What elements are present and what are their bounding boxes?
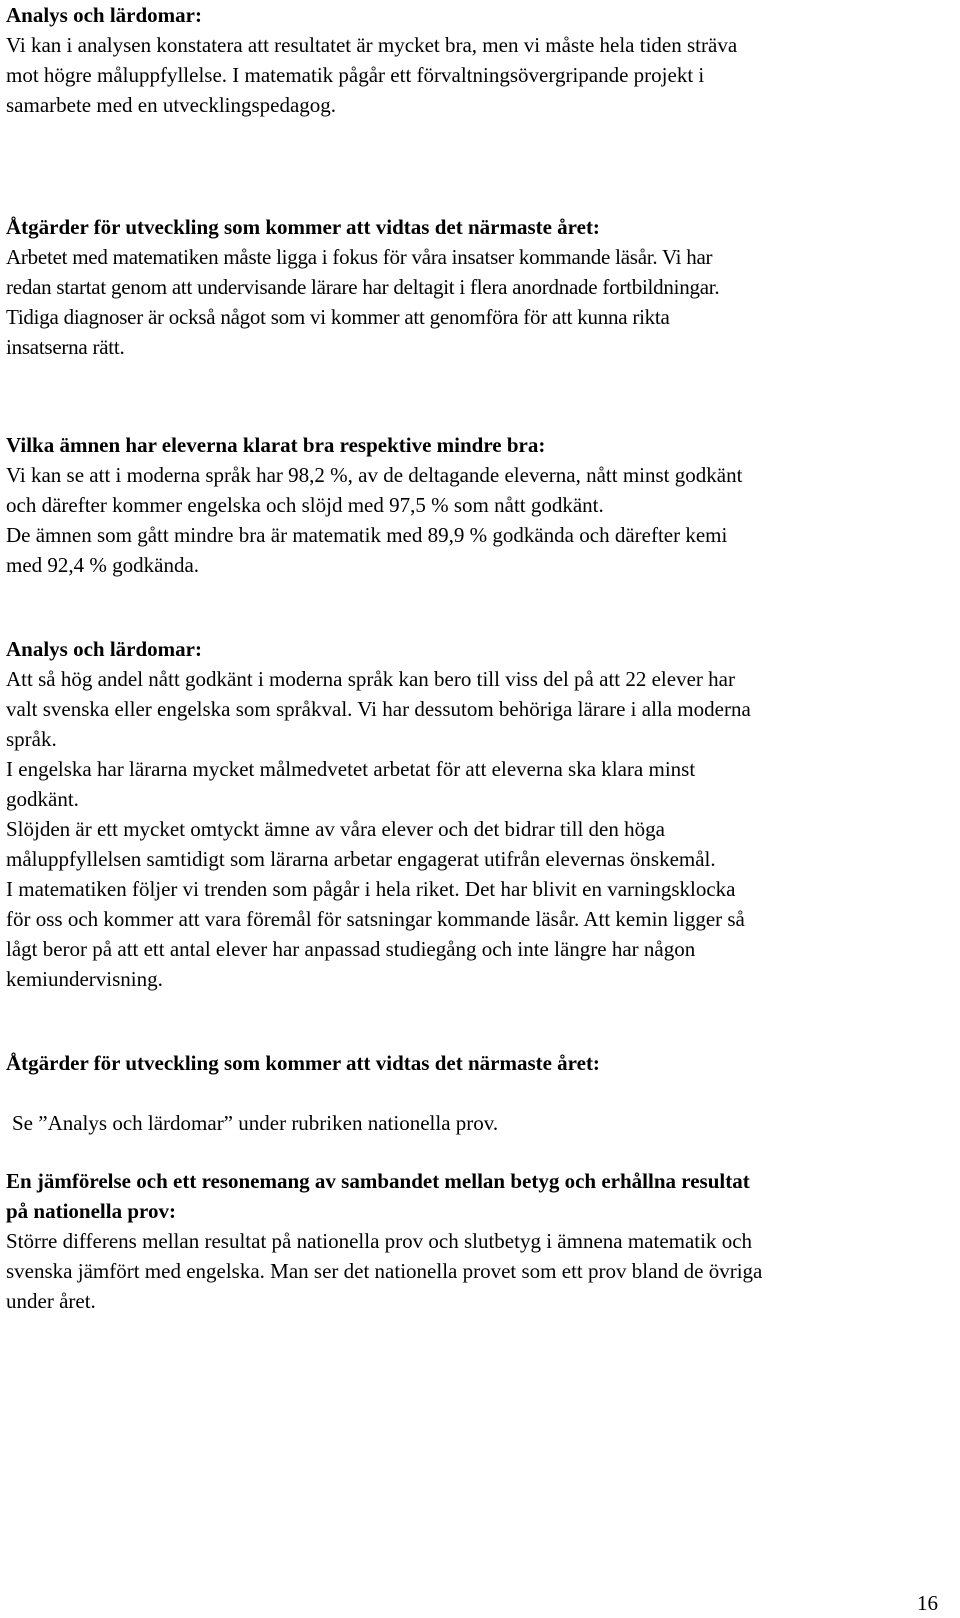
paragraph-line: för oss och kommer att vara föremål för satsningar kommande läsår. Att kemin ligger så bbox=[6, 907, 745, 931]
paragraph-line: samarbete med en utvecklingspedagog. bbox=[6, 93, 337, 117]
paragraph-line: under året. bbox=[6, 1289, 96, 1313]
paragraph-line: De ämnen som gått mindre bra är matematik med 89,9 % godkända och därefter kemi bbox=[6, 523, 728, 547]
paragraph-line: Större differens mellan resultat på nationella prov och slutbetyg i ämnena matematik och bbox=[6, 1229, 753, 1253]
paragraph-line: godkänt. bbox=[6, 787, 79, 811]
section-heading: Åtgärder för utveckling som kommer att vidtas det närmaste året: bbox=[6, 215, 600, 239]
paragraph-line: valt svenska eller engelska som språkval. Vi har dessutom behöriga lärare i alla moderna bbox=[6, 697, 751, 721]
section-amnen-resultat bbox=[6, 430, 742, 580]
section-analys-och-lardomar-2 bbox=[6, 634, 751, 994]
paragraph-line: Vi kan i analysen konstatera att resultatet är mycket bra, men vi måste hela tiden sträva bbox=[6, 33, 738, 57]
page-number: 16 bbox=[917, 1591, 938, 1615]
section-heading: En jämförelse och ett resonemang av sambandet mellan betyg och erhållna resultat bbox=[6, 1169, 750, 1193]
reference-text: Se ”Analys och lärdomar” under rubriken nationella prov. bbox=[12, 1111, 499, 1135]
paragraph-line: måluppfyllelsen samtidigt som lärarna arbetar engagerat utifrån elevernas önskemål. bbox=[6, 847, 716, 871]
paragraph-line: redan startat genom att undervisande lärare har deltagit i flera anordnade fortbildningar. bbox=[6, 275, 720, 299]
section-heading: Analys och lärdomar: bbox=[6, 637, 202, 661]
paragraph-line: Arbetet med matematiken måste ligga i fokus för våra insatser kommande läsår. Vi har bbox=[6, 245, 713, 269]
paragraph-line: språk. bbox=[6, 727, 57, 751]
paragraph-line: insatserna rätt. bbox=[6, 335, 125, 359]
paragraph-line: svenska jämfört med engelska. Man ser det nationella provet som ett prov bland de övriga bbox=[6, 1259, 763, 1283]
paragraph-line: med 92,4 % godkända. bbox=[6, 553, 200, 577]
paragraph-line: I engelska har lärarna mycket målmedvetet arbetat för att eleverna ska klara minst bbox=[6, 757, 696, 781]
paragraph-line: mot högre måluppfyllelse. I matematik pågår ett förvaltningsövergripande projekt i bbox=[6, 63, 705, 87]
section-atgarder-2 bbox=[6, 1048, 600, 1078]
section-heading: Åtgärder för utveckling som kommer att vidtas det närmaste året: bbox=[6, 1051, 600, 1075]
paragraph-line: Tidiga diagnoser är också något som vi kommer att genomföra för att kunna rikta bbox=[6, 305, 670, 329]
paragraph-line: Att så hög andel nått godkänt i moderna språk kan bero till viss del på att 22 elever har bbox=[6, 667, 735, 691]
section-heading-continued: på nationella prov: bbox=[6, 1199, 176, 1223]
paragraph-line: och därefter kommer engelska och slöjd med 97,5 % som nått godkänt. bbox=[6, 493, 604, 517]
section-analys-och-lardomar-1 bbox=[6, 0, 737, 120]
paragraph-line: I matematiken följer vi trenden som pågår i hela riket. Det har blivit en varningsklocka bbox=[6, 877, 736, 901]
paragraph-line: Vi kan se att i moderna språk har 98,2 %, av de deltagande eleverna, nått minst godkänt bbox=[6, 463, 743, 487]
paragraph-line: kemiundervisning. bbox=[6, 967, 163, 991]
section-heading: Vilka ämnen har eleverna klarat bra respektive mindre bra: bbox=[6, 433, 546, 457]
paragraph-line: Slöjden är ett mycket omtyckt ämne av våra elever och det bidrar till den höga bbox=[6, 817, 665, 841]
section-atgarder-1 bbox=[6, 212, 719, 362]
section-jamforelse bbox=[6, 1166, 762, 1316]
section-heading: Analys och lärdomar: bbox=[6, 3, 202, 27]
section-reference bbox=[12, 1108, 498, 1138]
paragraph-line: lågt beror på att ett antal elever har anpassad studiegång och inte längre har någon bbox=[6, 937, 696, 961]
